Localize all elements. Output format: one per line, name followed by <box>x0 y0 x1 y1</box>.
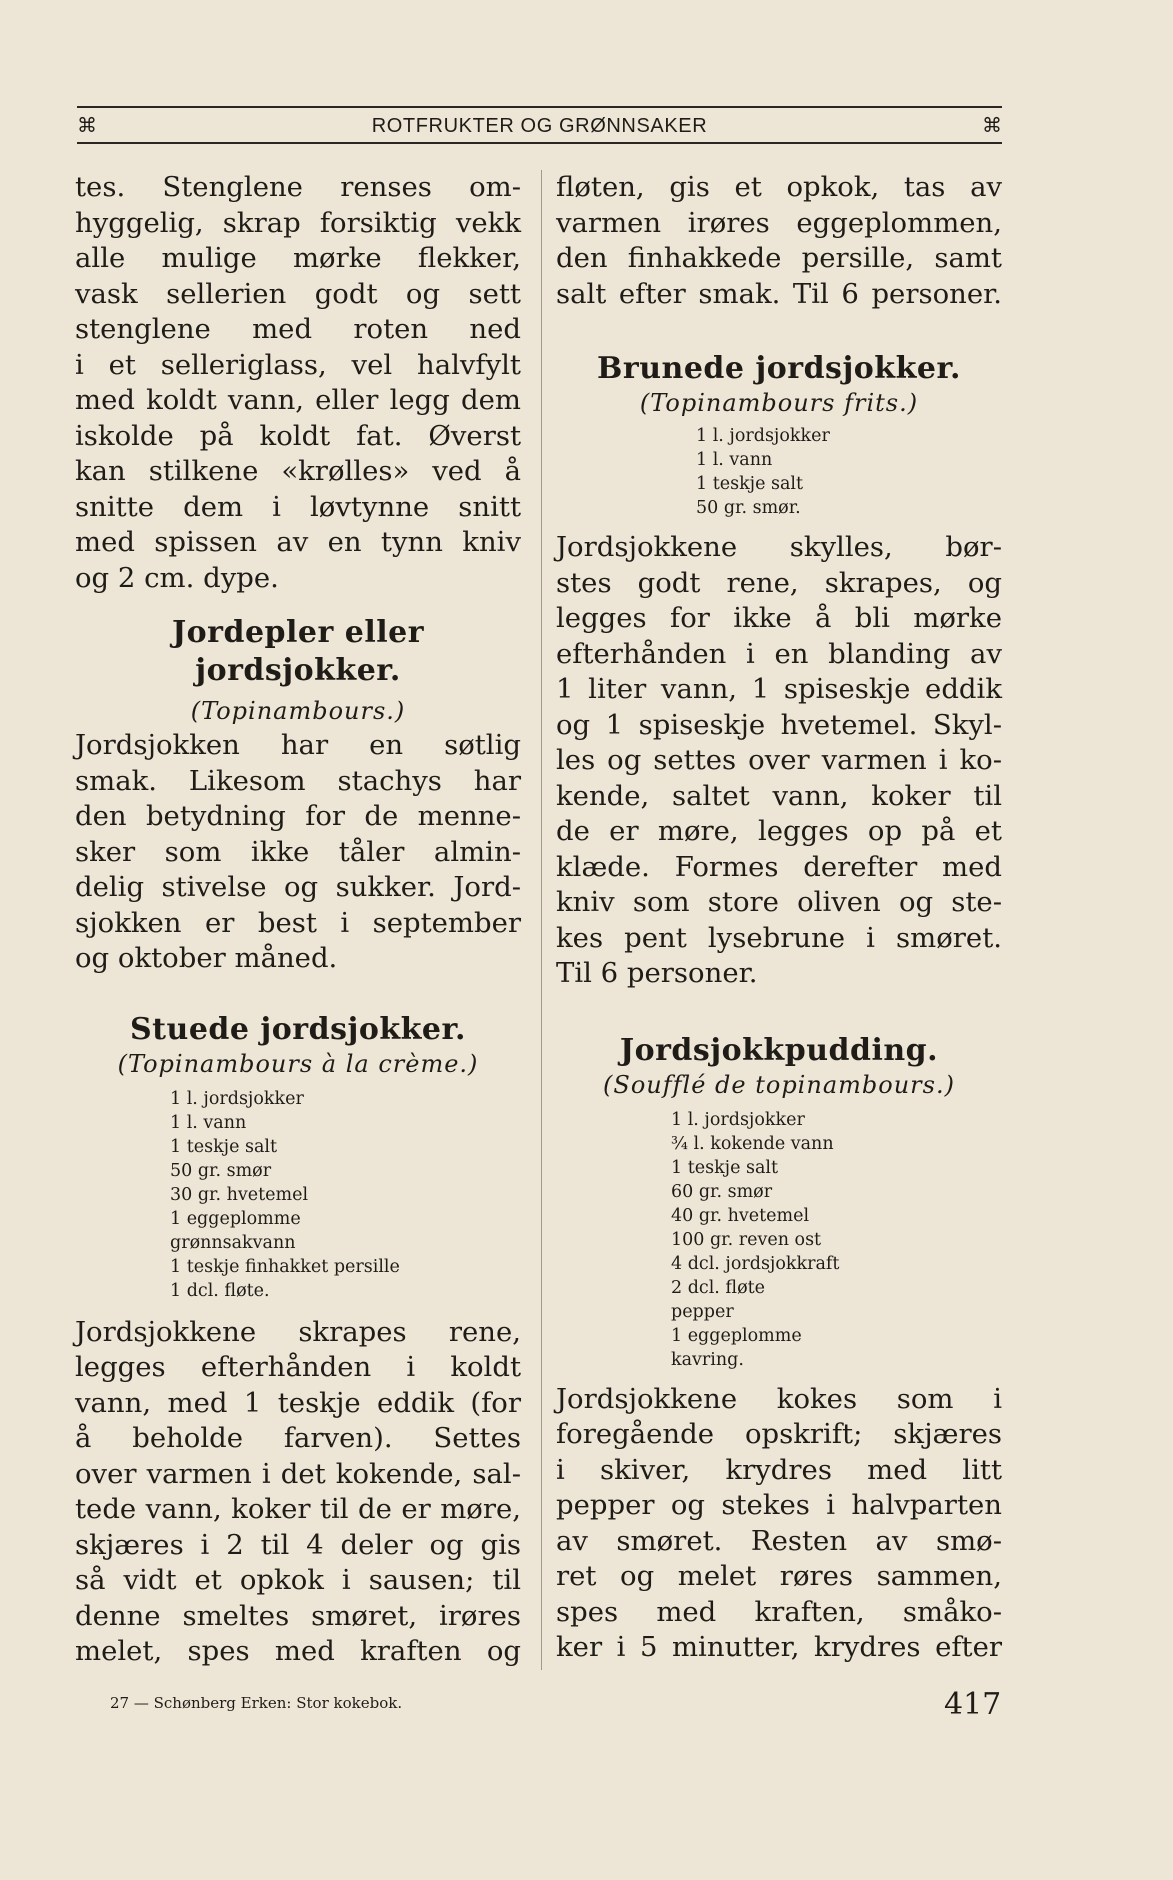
ingredient-item: 40 gr. hvetemel <box>671 1205 810 1226</box>
ingredient-item: 2 dcl. fløte <box>671 1277 766 1298</box>
continued-paragraph <box>75 170 521 596</box>
ingredient-item: 1 eggeplomme <box>671 1325 802 1346</box>
ingredient-item: 1 teskje salt <box>671 1157 779 1178</box>
text-line: vann, med 1 teskje eddik (for <box>75 1386 521 1419</box>
ingredient-item: pepper <box>671 1301 734 1322</box>
ingredient-item: 100 gr. reven ost <box>671 1229 822 1250</box>
text-line: Jordsjokkene skylles, bør- <box>556 531 1002 563</box>
ingredient-list-stuede <box>170 1087 521 1303</box>
ingredient-item: 50 gr. smør. <box>696 498 801 518</box>
text-line: kes pent lysebrune i smøret. <box>556 921 1002 954</box>
text-line: så vidt et opkok i sausen; til <box>75 1564 521 1596</box>
text-line: salt efter smak. Til 6 personer. <box>556 277 1002 310</box>
text-line: med koldt vann, eller legg dem <box>75 384 521 416</box>
text-line: sker som ikke tåler almin- <box>75 835 521 868</box>
text-line: tede vann, koker til de er møre, <box>75 1493 521 1525</box>
continued-paragraph-right <box>556 170 1002 312</box>
text-line: melet, spes med kraften og <box>75 1635 521 1667</box>
text-line: denne smeltes smøret, irøres <box>75 1599 521 1632</box>
recipe-subtitle-brunede: (Topinambours frits.) <box>639 389 919 417</box>
text-line: les og settes over varmen i ko- <box>556 744 1002 776</box>
right-column <box>556 170 1002 1666</box>
left-column <box>75 170 521 1670</box>
recipe-heading-brunede: Brunede jordsjokker. <box>597 351 961 386</box>
recipe-heading-jordepler: Jordepler eller jordsjokker. <box>171 615 425 688</box>
recipe-subtitle-pudding: (Soufflé de topinambours.) <box>603 1070 955 1099</box>
text-line: over varmen i det kokende, sal- <box>75 1457 521 1490</box>
page-number: 417 <box>944 1687 1002 1722</box>
text-line: ret og melet røres sammen, <box>556 1560 1002 1592</box>
text-line: foregående opskrift; skjæres <box>556 1418 1002 1450</box>
ingredient-item: 1 l. jordsjokker <box>696 426 830 446</box>
printer-signature: 27 — Schønberg Erken: Stor kokebok. <box>110 1694 403 1712</box>
ingredient-item: 1 teskje finhakket persille <box>170 1256 400 1277</box>
text-line: legges efterhånden i koldt <box>75 1351 521 1383</box>
text-line: i skiver, krydres med litt <box>556 1453 1002 1486</box>
ingredient-item: 1 dcl. fløte. <box>170 1280 270 1301</box>
text-line: delig stivelse og sukker. Jord- <box>75 871 521 903</box>
text-line: stenglene med roten ned <box>75 313 521 345</box>
ingredient-item: 1 l. jordsjokker <box>170 1088 304 1109</box>
ingredient-item: 1 l. vann <box>170 1112 247 1133</box>
text-line: Jordsjokkene kokes som i <box>556 1382 1002 1415</box>
ingredient-item: ¾ l. kokende vann <box>671 1133 834 1154</box>
text-line: hyggelig, skrap forsiktig vekk <box>75 206 521 239</box>
ingredient-item: 60 gr. smør <box>671 1181 773 1202</box>
text-line: snitte dem i løvtynne snitt <box>75 490 521 523</box>
ingredient-item: 1 teskje salt <box>696 474 804 494</box>
text-line: vask sellerien godt og sett <box>75 277 521 310</box>
text-line: den finhakkede persille, samt <box>556 242 1002 274</box>
paragraph-pudding <box>556 1382 1002 1666</box>
text-line: klæde. Formes derefter med <box>556 850 1002 883</box>
text-line: av smøret. Resten av smø- <box>556 1524 1002 1557</box>
paragraph-brunede <box>556 530 1002 992</box>
text-line: efterhånden i en blanding av <box>556 637 1002 670</box>
text-line: pepper og stekes i halvparten <box>556 1489 1002 1521</box>
ornament-right-icon: ⌘ <box>982 113 1002 137</box>
ingredient-list-brunede <box>696 424 1002 520</box>
text-line: fløten, gis et opkok, tas av <box>556 171 1002 203</box>
text-line: kan stilkene «krølles» ved å <box>75 455 521 487</box>
ingredient-item: 1 l. vann <box>696 450 773 470</box>
text-line: alle mulige mørke flekker, <box>75 242 521 274</box>
text-line: spes med kraften, småko- <box>556 1595 1002 1628</box>
ingredient-item: 4 dcl. jordsjokkraft <box>671 1253 840 1274</box>
text-line: den betydning for de menne- <box>75 800 521 832</box>
text-line: og oktober måned. <box>75 942 338 974</box>
text-line: 1 liter vann, 1 spiseskje eddik <box>556 673 1002 705</box>
ingredient-item: 30 gr. hvetemel <box>170 1184 309 1205</box>
text-line: tes. Stenglene renses om- <box>75 171 521 203</box>
ingredient-item: grønnsakvann <box>170 1232 296 1253</box>
running-header <box>77 106 1002 144</box>
text-line: kende, saltet vann, koker til <box>556 779 1002 812</box>
paragraph-stuede <box>75 1315 521 1670</box>
paragraph-jordepler <box>75 728 521 977</box>
text-line: kniv som store oliven og ste- <box>556 886 1002 918</box>
ingredient-item: 1 teskje salt <box>170 1136 278 1157</box>
recipe-subtitle-stuede: (Topinambours à la crème.) <box>117 1049 479 1078</box>
text-line: varmen irøres eggeplommen, <box>556 206 1002 239</box>
text-line: med spissen av en tynn kniv <box>75 526 521 558</box>
text-line: ker i 5 minutter, krydres efter <box>556 1631 1002 1663</box>
text-line: Jordsjokken har en søtlig <box>75 729 521 761</box>
text-line: legges for ikke å bli mørke <box>556 602 1002 634</box>
column-divider <box>541 170 542 1670</box>
text-line: og 2 cm. dype. <box>75 561 279 594</box>
text-line: stes godt rene, skrapes, og <box>556 566 1002 599</box>
text-line: Til 6 personer. <box>556 957 758 989</box>
text-line: sjokken er best i september <box>75 906 521 939</box>
ingredient-list-pudding <box>671 1108 1002 1372</box>
ingredient-item: 1 eggeplomme <box>170 1208 301 1229</box>
ingredient-item: kavring. <box>671 1349 744 1370</box>
ornament-left-icon: ⌘ <box>77 113 97 137</box>
running-header-title: ROTFRUKTER OG GRØNNSAKER <box>371 115 708 137</box>
text-line: smak. Likesom stachys har <box>75 764 521 797</box>
text-line: Jordsjokkene skrapes rene, <box>75 1315 521 1348</box>
ingredient-item: 1 l. jordsjokker <box>671 1109 805 1130</box>
recipe-heading-stuede: Stuede jordsjokker. <box>130 1011 466 1047</box>
recipe-subtitle-jordepler: (Topinambours.) <box>190 697 406 725</box>
text-line: de er møre, legges op på et <box>556 815 1002 847</box>
text-line: iskolde på koldt fat. Øverst <box>75 419 521 452</box>
ingredient-item: 50 gr. smør <box>170 1160 272 1181</box>
text-line: i et selleriglass, vel halvfylt <box>75 348 521 381</box>
recipe-heading-pudding: Jordsjokkpudding. <box>619 1032 939 1068</box>
text-line: å beholde farven). Settes <box>75 1422 521 1454</box>
text-line: skjæres i 2 til 4 deler og gis <box>75 1528 521 1561</box>
text-line: og 1 spiseskje hvetemel. Skyl- <box>556 708 1002 741</box>
